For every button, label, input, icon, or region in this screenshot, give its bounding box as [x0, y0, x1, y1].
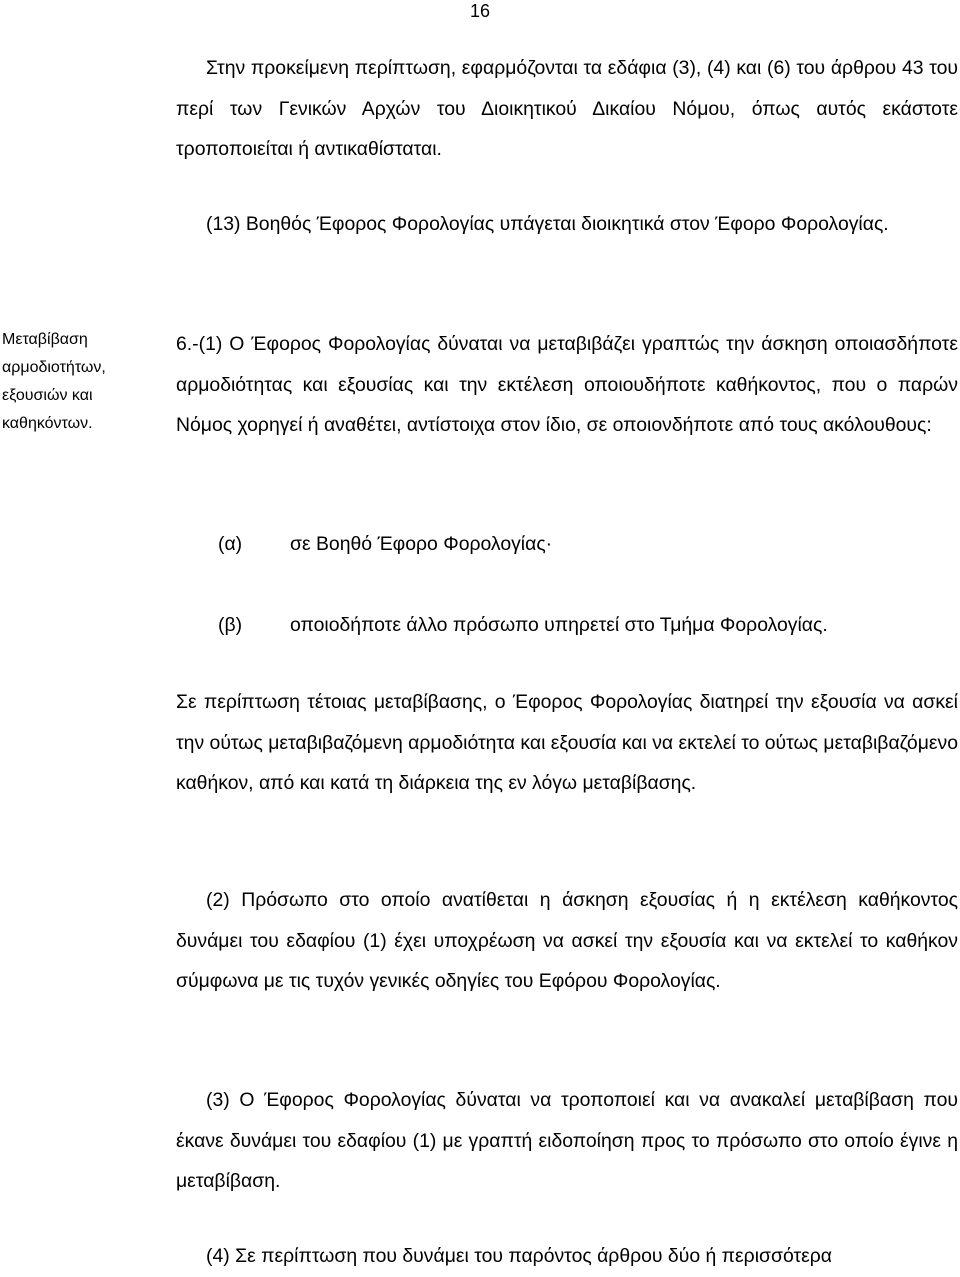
section-6-intro: 6.-(1) Ο Έφορος Φορολογίας δύναται να μεταβιβάζει γραπτώς την άσκηση οποιασδήποτε αρμοδιότητας και εξουσίας και την εκτέλεση οποιουδήποτε καθήκοντος, που ο παρών Νόμος χορηγεί ή αναθέτει, αντίστοιχα στον ίδιο, σε οποιονδήποτε από τους ακόλουθους:	[176, 333, 958, 436]
paragraph-13-assistant-commissioner: (13) Βοηθός Έφορος Φορολογίας υπάγεται διοικητικά στον Έφορο Φορολογίας.	[206, 213, 889, 235]
subsection-4: (4) Σε περίπτωση που δυνάμει του παρόντος άρθρου δύο ή περισσότερα	[206, 1245, 833, 1267]
paragraph-transfer-retention: Σε περίπτωση τέτοιας μεταβίβασης, ο Έφορος Φορολογίας διατηρεί την εξουσία να ασκεί την ούτως μεταβιβαζόμενη αρμοδιότητα και εξουσία και να εκτελεί το ούτως μεταβιβαζόμενο καθήκον, από και κατά τη διάρκεια της εν λόγω μεταβίβασης.	[176, 691, 958, 794]
margin-note-line-2: αρμοδιοτήτων,	[2, 359, 106, 376]
list-marker-b: (β)	[218, 614, 243, 636]
margin-note-line-1: Μεταβίβαση	[2, 331, 88, 348]
list-marker-a: (α)	[218, 533, 243, 555]
margin-note-line-4: καθηκόντων.	[2, 415, 93, 432]
list-text-a: σε Βοηθό Έφορο Φορολογίας·	[290, 533, 553, 555]
margin-note	[2, 326, 152, 438]
subsection-2: (2) Πρόσωπο στο οποίο ανατίθεται η άσκηση εξουσίας ή η εκτέλεση καθήκοντος δυνάμει του εδαφίου (1) έχει υποχρέωση να ασκεί την εξουσία και να εκτελεί το καθήκον σύμφωνα με τις τυχόν γενικές οδηγίες του Εφόρου Φορολογίας.	[176, 889, 958, 992]
subsection-3: (3) Ο Έφορος Φορολογίας δύναται να τροποποιεί και να ανακαλεί μεταβίβαση που έκανε δυνάμει του εδαφίου (1) με γραπτή ειδοποίηση προς το πρόσωπο στο οποίο έγινε η μεταβίβαση.	[176, 1089, 958, 1192]
page-number: 16	[469, 1, 491, 21]
margin-note-line-3: εξουσιών και	[2, 387, 93, 404]
paragraph-article-43-reference: Στην προκείμενη περίπτωση, εφαρμόζονται τα εδάφια (3), (4) και (6) του άρθρου 43 του περί των Γενικών Αρχών του Διοικητικού Δικαίου Νόμου, όπως αυτός εκάστοτε τροποποιείται ή αντικαθίσταται.	[176, 57, 958, 160]
list-text-b: οποιοδήποτε άλλο πρόσωπο υπηρετεί στο Τμήμα Φορολογίας.	[290, 614, 828, 636]
